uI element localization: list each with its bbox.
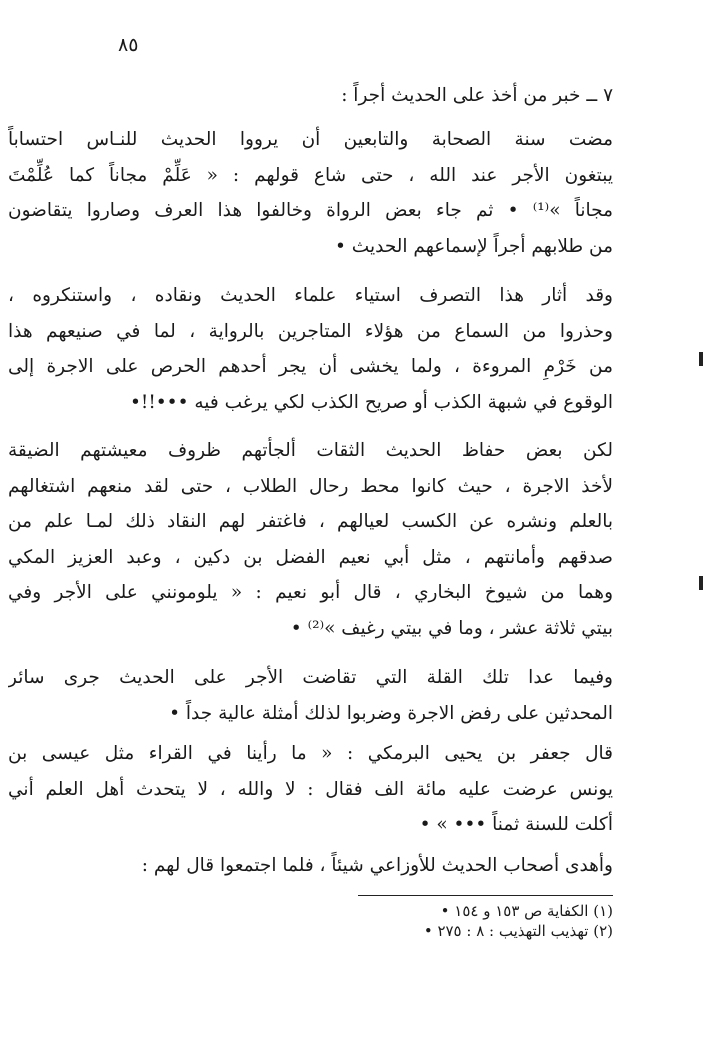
text-line: لكن بعض حفاظ الحديث الثقات ألجأتهم ظروف معيشتهم الضيقة (8, 440, 613, 461)
page-number: ٨٥ (118, 34, 139, 56)
paragraph-6 (8, 848, 613, 884)
text-line: مضت سنة الصحابة والتابعين أن يرووا الحديث للنـاس احتساباً (8, 129, 613, 150)
margin-mark (699, 352, 703, 366)
paragraph-1 (8, 122, 613, 264)
text-line: وأهدى أصحاب الحديث للأوزاعي شيئاً ، فلما اجتمعوا قال لهم : (141, 855, 613, 876)
text-line: من خَرْمِ المروءة ، ولما يخشى أن يجر أحدهم الحرص على الاجرة إلى (8, 356, 613, 378)
text-line: صدقهم وأمانتهم ، مثل أبي نعيم الفضل بن دكين ، وعبد العزيز المكي (8, 546, 613, 568)
text-line: من طلابهم أجراً لإسماعهم الحديث • (335, 235, 613, 257)
text-line: مجاناً »⁽¹⁾ • ثم جاء بعض الرواة وخالفوا هذا العرف وصاروا يتقاضون (8, 200, 613, 222)
footnote-1: (١) الكفاية ص ١٥٣ و ١٥٤ • (440, 902, 613, 920)
text-line: يبتغون الأجر عند الله ، حتى شاع قولهم : « عَلِّمْ مجاناً كما عُلِّمْتَ (8, 164, 613, 186)
paragraph-5 (8, 736, 613, 843)
text-line: وهما من شيوخ البخاري ، قال أبو نعيم : « يلومونني على الأجر وفي (8, 582, 613, 604)
text-line: وفيما عدا تلك القلة التي تقاضت الأجر على الحديث جرى سائر (8, 667, 613, 688)
text-line: المحدثين على رفض الاجرة وضربوا لذلك أمثلة عالية جداً • (169, 702, 613, 724)
text-line: قال جعفر بن يحيى البرمكي : « ما رأينا في القراء مثل عيسى بن (8, 743, 613, 764)
paragraph-4 (8, 660, 613, 731)
text-line: وقد أثار هذا التصرف استياء علماء الحديث ونقاده ، واستنكروه ، (8, 285, 613, 306)
text-line: بيتي ثلاثة عشر ، وما في بيتي رغيف »⁽²⁾ • (290, 617, 613, 639)
margin-mark (699, 576, 703, 590)
footnote-2: (٢) تهذيب التهذيب : ٨ : ٢٧٥ • (423, 922, 613, 940)
text-line: أكلت للسنة ثمناً ••• » • (419, 814, 613, 836)
paragraph-2 (8, 278, 613, 420)
text-line: يونس عرضت عليه مائة الف فقال : لا والله ، لا يتحدث أهل العلم أني (8, 778, 613, 800)
footnote-divider (358, 895, 613, 896)
text-line: بالعلم ونشره عن الكسب لعيالهم ، فاغتفر لهم النقاد ذلك لمـا علم من (8, 511, 613, 533)
text-line: وحذروا من السماع من هؤلاء المتاجرين بالرواية ، لما في صنيعهم هذا (8, 320, 613, 342)
text-line: لأخذ الاجرة ، حيث كانوا محط رحال الطلاب ، حتى لقد منعهم اشتغالهم (8, 475, 613, 497)
section-heading: ٧ ــ خبر من أخذ على الحديث أجراً : (341, 85, 613, 106)
paragraph-3 (8, 433, 613, 647)
text-line: الوقوع في شبهة الكذب أو صريح الكذب لكي يرغب فيه •••!!• (129, 391, 613, 413)
